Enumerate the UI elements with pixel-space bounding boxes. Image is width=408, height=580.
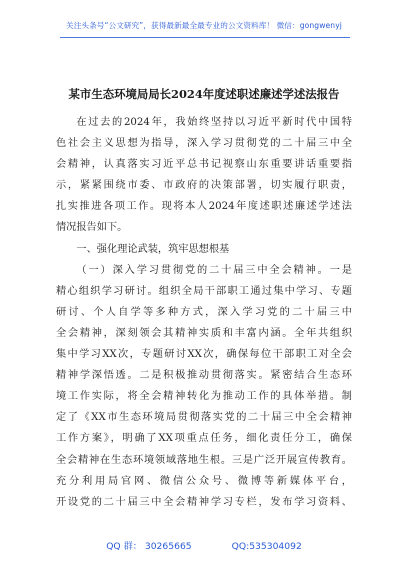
paragraph-line: 全会精神在生态环境领域落地生根。三是广泛开展宣传教育。 bbox=[56, 454, 352, 466]
paragraph-line: 会精神，认真落实习近平总书记视察山东重要讲话重要指 bbox=[56, 159, 352, 171]
header-banner: 关注头条号“公文研究”，获得最新最全最专业的公文资料库！ 微信：gongwenyj bbox=[66, 21, 342, 30]
paragraph-line: 境工作实际，将全会精神转化为推动工作的具体举措。制 bbox=[56, 391, 352, 403]
paragraph-line: 精神学深悟透。二是积极推动贯彻落实。紧密结合生态环 bbox=[56, 370, 352, 382]
footer-qq-number: QQ:535304092 bbox=[231, 541, 302, 552]
paragraph-line: 集中学习XX次，专题研讨XX次，确保每位干部职工对全会 bbox=[56, 349, 352, 361]
paragraph-line: 在过去的2024年，我始终坚持以习近平新时代中国特 bbox=[76, 117, 352, 128]
paragraph-line: 工作方案》，明确了XX项重点任务，细化责任分工，确保 bbox=[56, 433, 352, 445]
paragraph-line: 精心组织学习研讨。组织全局干部职工通过集中学习、专题 bbox=[56, 285, 352, 297]
page-footer bbox=[0, 538, 408, 552]
paragraph-line: 色社会主义思想为指导，深入学习贯彻党的二十届三中全 bbox=[56, 138, 352, 150]
paragraph-line: 研讨、个人自学等多种方式，深入学习党的二十届三中 bbox=[56, 306, 352, 318]
document-body bbox=[56, 112, 352, 513]
document-title: 某市生态环境局局长2024年度述职述廉述学述法报告 bbox=[68, 87, 340, 101]
paragraph-line: 全会精神，深刻领会其精神实质和丰富内涵。全年共组织 bbox=[56, 327, 352, 339]
header-divider bbox=[60, 37, 350, 38]
paragraph-line: 示，紧紧围绕市委、市政府的决策部署，切实履行职责， bbox=[56, 180, 352, 192]
paragraph-line: 定了《XX市生态环境局贯彻落实党的二十届三中全会精神 bbox=[56, 412, 352, 424]
section-heading: 一、强化理论武装，筑牢思想根基 bbox=[76, 243, 230, 255]
paragraph-line: 充分利用局官网、微信公众号、微博等新媒体平台， bbox=[56, 475, 352, 487]
paragraph-line: 开设党的二十届三中全会精神学习专栏，发布学习资料、 bbox=[56, 496, 352, 508]
paragraph-line: 扎实推进各项工作。现将本人2024年度述职述廉述学述法 bbox=[56, 201, 352, 213]
paragraph-line: 情况报告如下。 bbox=[56, 222, 128, 234]
paragraph-line: （一）深入学习贯彻党的二十届三中全会精神。一是 bbox=[76, 264, 352, 276]
footer-qq-group: QQ 群： 30265665 bbox=[106, 541, 192, 552]
